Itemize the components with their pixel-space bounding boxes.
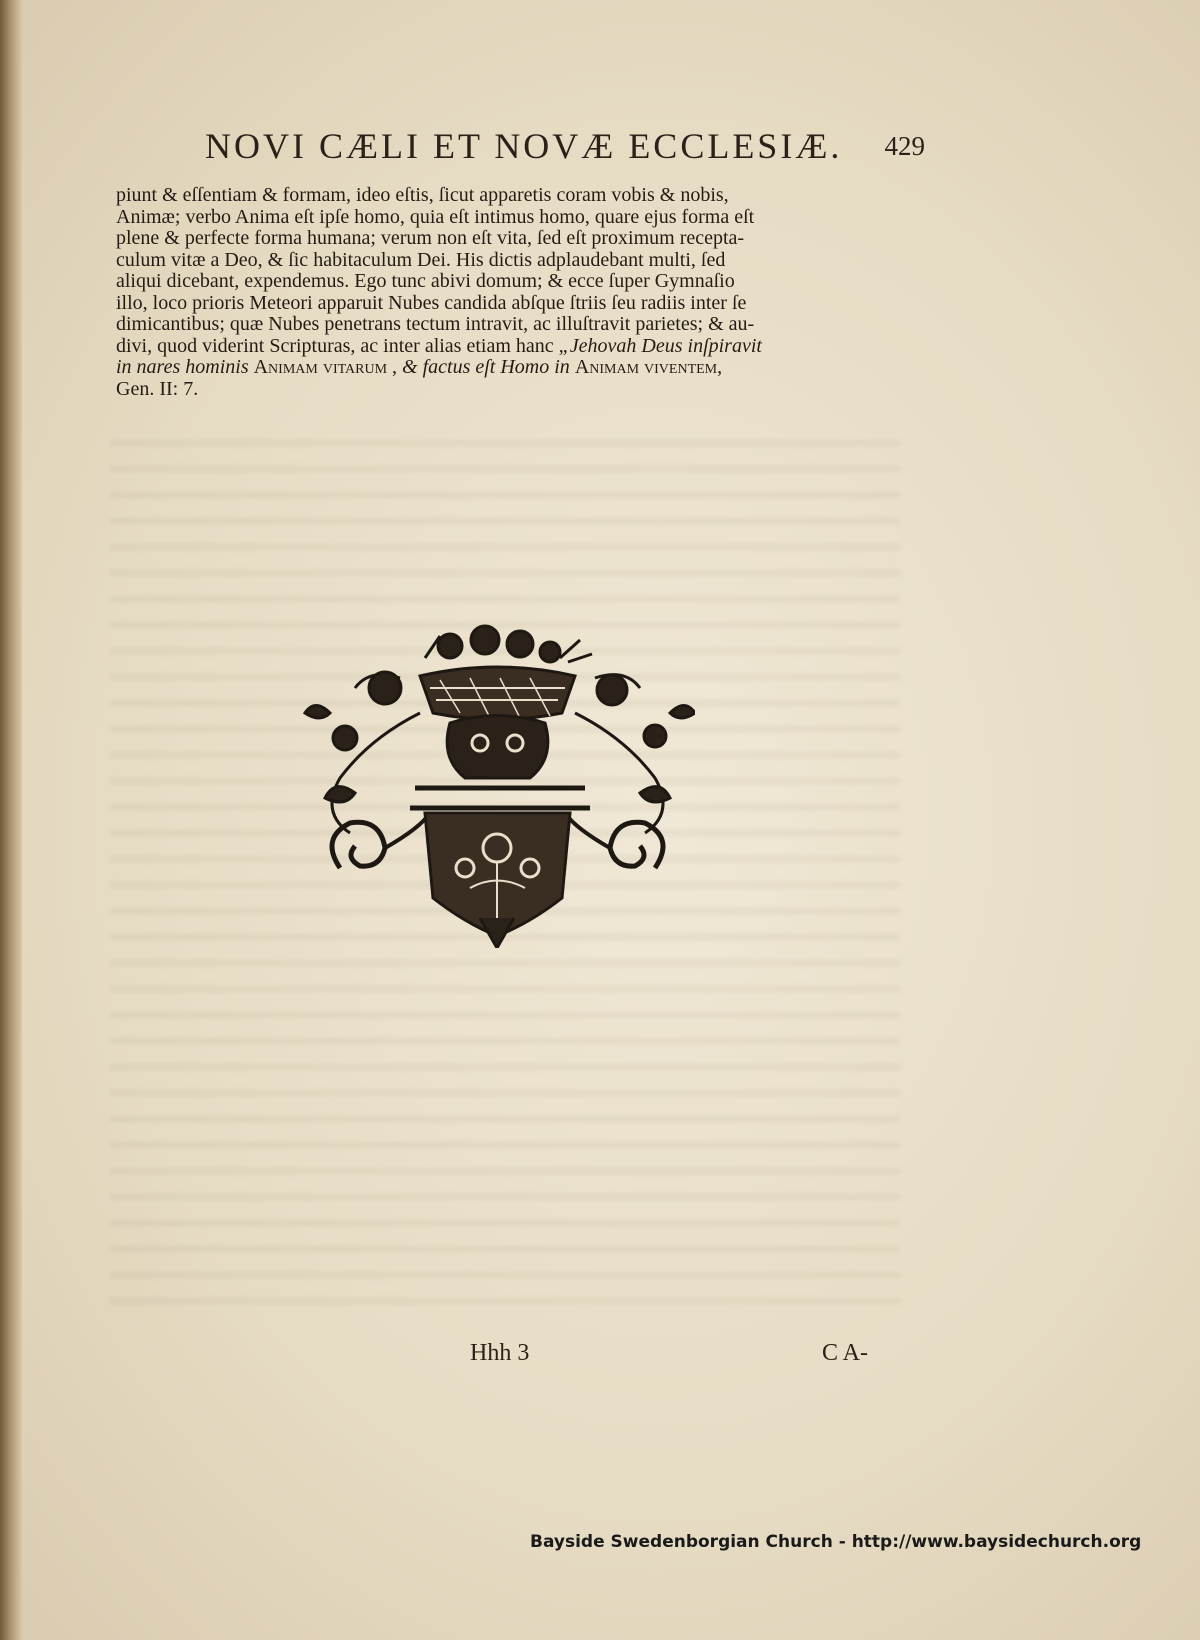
text-line xyxy=(116,336,916,358)
scripture-quote: in nares hominis xyxy=(116,356,249,378)
text-segment: divi, quod viderint Scripturas, ac inter alias etiam hanc xyxy=(116,334,559,357)
text-line: culum vitæ a Deo, & ſic habitaculum Dei. His dictis adplaudebant multi, ſed xyxy=(116,248,726,271)
text-line: Animæ; verbo Anima eſt ipſe homo, quia eſt intimus homo, quare ejus forma eſt xyxy=(116,205,755,228)
catchword: C A- xyxy=(822,1340,869,1366)
text-line xyxy=(116,357,916,379)
page-header xyxy=(205,125,925,175)
scripture-quote: & factus eſt Homo in xyxy=(402,356,570,378)
page-number: 429 xyxy=(884,131,925,161)
body-text xyxy=(116,185,916,400)
text-line: plene & perfecte forma humana; verum non eſt vita, ſed eſt proximum recepta- xyxy=(116,227,745,249)
text-line: piunt & eſſentiam & formam, ideo eſtis, ſicut apparetis coram vobis & nobis, xyxy=(116,184,729,206)
small-caps-phrase: Animam viventem, xyxy=(574,356,723,378)
scripture-quote: „Jehovah Deus inſpiravit xyxy=(558,334,762,357)
text-segment: , xyxy=(387,356,403,378)
gathering-signature: Hhh 3 xyxy=(470,1340,530,1366)
text-line: dimicantibus; quæ Nubes penetrans tectum intravit, ac illuſtravit parietes; & au- xyxy=(116,313,755,335)
text-line: aliqui dicebant, expendemus. Ego tunc abivi domum; & ecce ſuper Gymnaſio xyxy=(116,270,735,292)
printers-ornament-icon xyxy=(300,618,695,948)
text-line: Gen. II: 7. xyxy=(116,377,199,400)
small-caps-phrase: Animam vitarum xyxy=(253,356,388,378)
text-line: illo, loco prioris Meteori apparuit Nubes candida abſque ſtriis ſeu radiis inter ſe xyxy=(116,291,747,314)
page-gutter-shadow xyxy=(0,0,22,1640)
running-title: NOVI CÆLI ET NOVÆ ECCLESIÆ. xyxy=(205,126,843,166)
watermark-credit: Bayside Swedenborgian Church - http://www.baysidechurch.org xyxy=(530,1532,1142,1552)
